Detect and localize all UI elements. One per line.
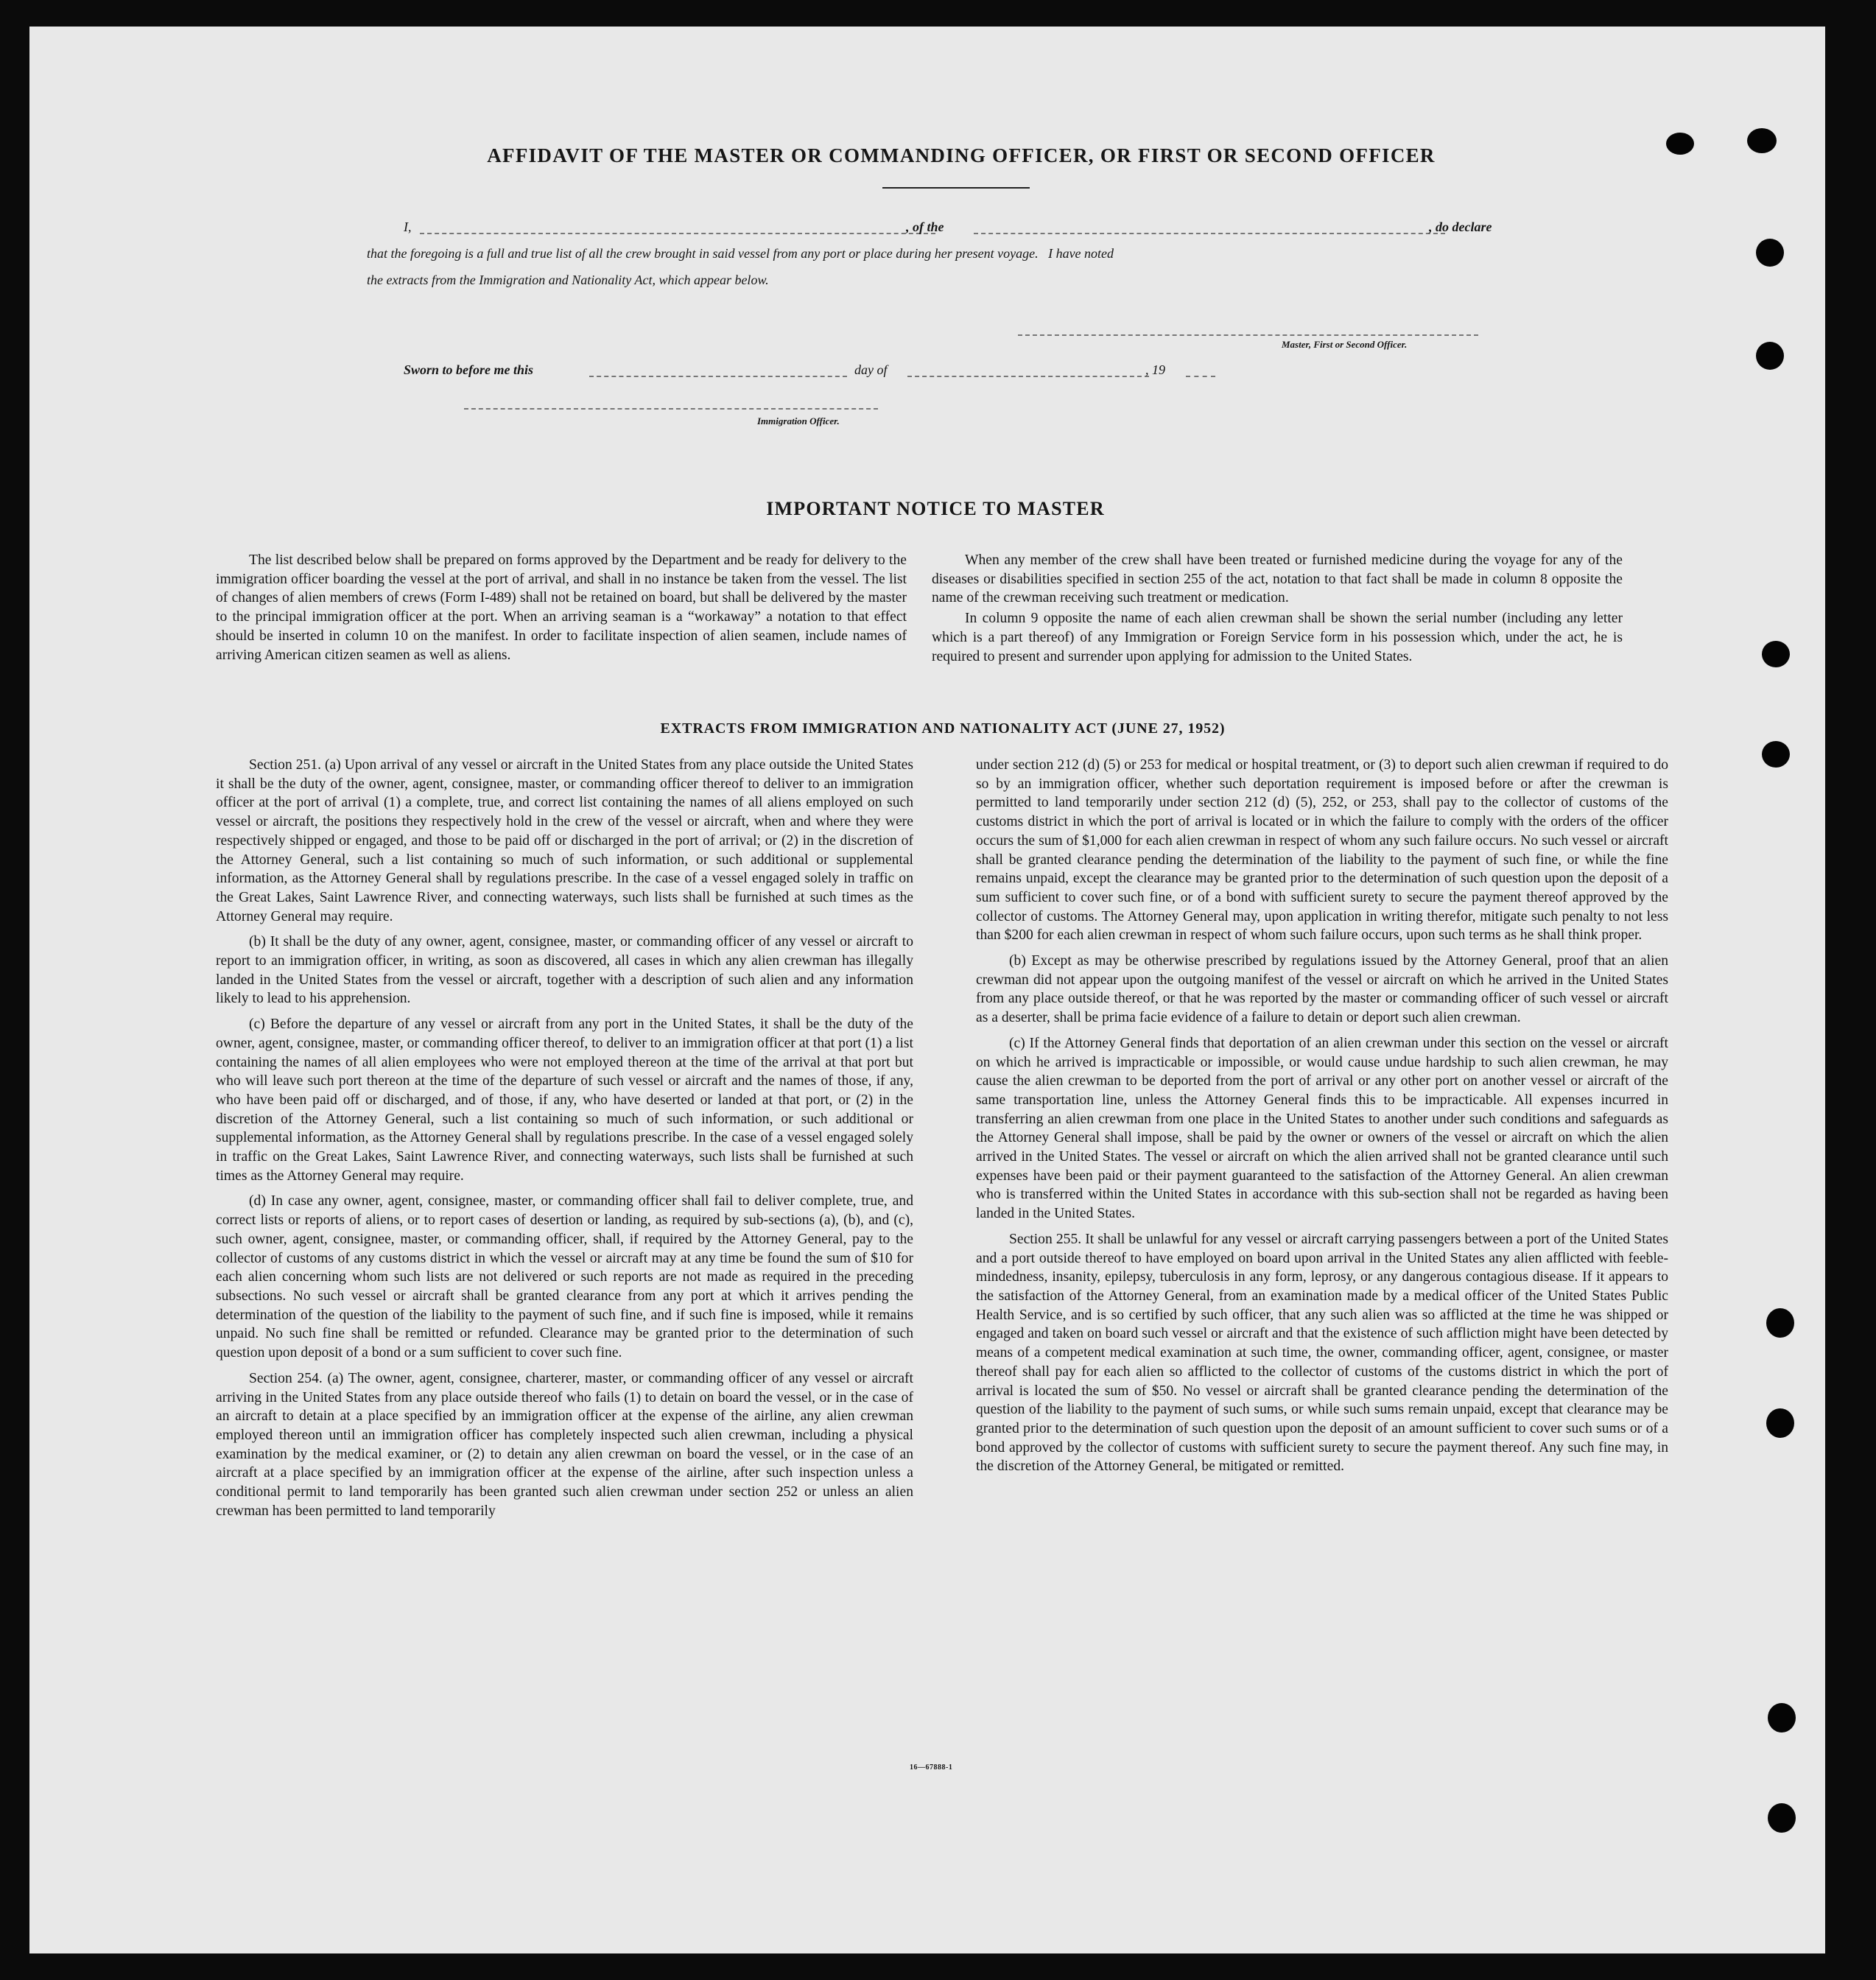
sworn-year-field[interactable] (1186, 376, 1215, 377)
declaration-i-label: I, (404, 220, 412, 234)
section-251-c: (c) Before the departure of any vessel or aircraft from any port in the United States, it shall be the duty of the owner, agent, consignee, master, or commanding officer thereof, to deliver to an immigration officer at that port (1) a list containing the names of all alien employees who were not employed thereon at the time of the arrival at that port but who will leave such port thereon at the time of the departure of such vessel or aircraft and the names of those, if any, who have been paid off or discharged, and of those, if any, who have deserted or landed at that port, or (2) in the discretion of the Attorney General, such a list containing so much of such information, or such additional or supplemental information, as the Attorney General shall by regulations prescribe. In the case of a vessel engaged solely in traffic on the Great Lakes, Saint Lawrence River, and connecting waterways, such lists shall be furnished at such times as the Attorney General may require. (216, 1017, 913, 1184)
vessel-name-field[interactable] (974, 233, 1445, 234)
section-254-b: (b) Except as may be otherwise prescribed by regulations issued by the Attorney General, proof that an alien crewman did not appear upon the outgoing manifest of the vessel or aircraft on which he arrived in the United States from any place outside thereof, or that he was reported by the master or commanding officer of such vessel or aircraft as a deserter, shall be prima facie evidence of a failure to detain or deport such alien crewman. (976, 953, 1668, 1026)
binder-hole (1766, 1408, 1794, 1438)
notice-title: IMPORTANT NOTICE TO MASTER (766, 498, 1105, 519)
notice-right-column (932, 551, 1623, 673)
affidavit-title: AFFIDAVIT OF THE MASTER OR COMMANDING OFFICER, OR FIRST OR SECOND OFFICER (487, 144, 1436, 166)
declarant-name-field[interactable] (420, 233, 935, 234)
section-251-b: (b) It shall be the duty of any owner, agent, consignee, master, or commanding officer of any vessel or aircraft to report to an immigration officer, in writing, as soon as discovered, all cases in which any alien crewman has illegally landed in the United States from the vessel or aircraft, together with a description of such alien and any information likely to lead to his apprehension. (216, 934, 913, 1007)
binder-hole (1762, 741, 1790, 768)
section-254-a: Section 254. (a) The owner, agent, consignee, charterer, master, or commanding officer of any vessel or aircraft arriving in the United States from any place outside thereof who fails (1) to detain on board the vessel, or in the case of an aircraft to detain at a place specified by an immigration officer at the expense of the airline, any alien crewman employed thereon until an immigration officer has completely inspected such alien crewman, including a physical examination by the medical examiner, or (2) to detain any alien crewman on board the vessel, or in the case of an aircraft at a place specified by an immigration officer at the expense of the airline, after such inspection unless a conditional permit to land temporarily has been granted such alien crewman under section 252 or unless an alien crewman has been permitted to land temporarily (216, 1370, 913, 1519)
declaration-of-the-label: , of the (906, 220, 944, 234)
declaration-line-3: the extracts from the Immigration and Nationality Act, which appear below. (367, 273, 769, 287)
title-rule (882, 187, 1030, 189)
binder-hole (1756, 239, 1784, 267)
section-254-a-continued: under section 212 (d) (5) or 253 for medical or hospital treatment, or (3) to deport such alien crewman if required to do so by an immigration officer, whether such deportation requirement is imposed before or after the crewman is permitted to land temporarily under section 212 (d) (5), 252, or 253, shall pay to the collector of customs of the customs district in which the port of arrival is located or in which the failure to comply with the orders of the officer occurs the sum of $1,000 for each alien crewman in respect of whom any such failure occurs. No such vessel or aircraft shall be granted clearance pending the determination of the liability to the payment of such fine, or while the fine remains unpaid, except the clearance may be granted prior to the determination of such question upon the deposit of a sum sufficient to cover such fine, or of a bond with sufficient surety to secure the payment thereof approved by the collector of customs. The Attorney General may, upon application in writing therefor, mitigate such penalty to not less than $200 for each alien crewman in respect of whom such failure occurs, upon such terms as he shall think proper. (976, 757, 1668, 944)
binder-hole (1768, 1703, 1796, 1732)
section-251-d: (d) In case any owner, agent, consignee, master, or commanding officer shall fail to deliver complete, true, and correct lists or reports of aliens, or to report cases of desertion or landing, as required by sub-sections (a), (b), and (c), such owner, agent, consignee, master, or commanding officer, shall, if required by the Attorney General, pay to the collector of customs of any customs district in which the vessel or aircraft may at any time be found the sum of $10 for each alien concerning whom such lists are not delivered or such reports are not made as required in the preceding subsections. No such vessel or aircraft shall be granted clearance from any port at which it arrives pending the determination of the question of the liability to the payment of such fine, and if such fine is imposed, while it remains unpaid. No such fine shall be remitted or refunded. Clearance may be granted prior to the determination of such question upon deposit of a bond or a sum sufficient to cover such fine. (216, 1193, 913, 1361)
binder-hole (1756, 342, 1784, 370)
notice-left-paragraph: The list described below shall be prepared on forms approved by the Department and be ready for delivery to the immigration officer boarding the vessel at the port of arrival, and shall in no instance be taken from the vessel. The list of changes of alien members of crews (Form I-489) shall not be retained on board, but shall be delivered by the master to the principal immigration officer at the port. When an arriving seaman is a “workaway” a notation to that effect should be inserted in column 10 on the manifest. In order to facilitate inspection of alien seamen, include names of arriving American citizen seamen as well as aliens. (216, 552, 907, 663)
declaration-line-2: that the foregoing is a full and true list of all the crew brought in said vessel from any port or place during her present voyage. I have noted (367, 246, 1114, 261)
declaration-declare-label: , do declare (1429, 220, 1492, 234)
binder-hole (1747, 128, 1777, 153)
notice-right-paragraph-1: When any member of the crew shall have been treated or furnished medicine during the voyage for any of the diseases or disabilities specified in section 255 of the act, notation to that fact shall be made in column 8 opposite the name of the crewman receiving such treatment or medication. (932, 552, 1623, 606)
notice-left-column (216, 551, 907, 671)
notice-right-paragraph-2: In column 9 opposite the name of each alien crewman shall be shown the serial number (including any letter which is a part thereof) of any Immigration or Foreign Service form in his possession which, under the act, he is required to present and surrender upon applying for admission to the United States. (932, 611, 1623, 664)
binder-hole (1768, 1803, 1796, 1833)
officer-signature-line[interactable] (464, 408, 878, 410)
extracts-left-column (216, 756, 913, 1527)
master-signature-label: Master, First or Second Officer. (1282, 339, 1408, 350)
binder-hole (1762, 641, 1790, 667)
section-251-a: Section 251. (a) Upon arrival of any vessel or aircraft in the United States from any place outside the United States it shall be the duty of the owner, agent, consignee, master, or commanding officer thereof to deliver to an immigration officer at the port of arrival (1) a complete, true, and correct list containing the names of all aliens employed on such vessel or aircraft, the positions they respectively hold in the crew of the vessel or aircraft, when and where they were respectively shipped or engaged, and those to be paid off or discharged in the port of arrival; or (2) in the discretion of the Attorney General, such a list containing so much of such information, or such additional or supplemental information, as the Attorney General shall by regulations prescribe. In the case of a vessel engaged solely in traffic on the Great Lakes, Saint Lawrence River, and connecting waterways, such lists shall be furnished at such times as the Attorney General may require. (216, 757, 913, 924)
section-254-c: (c) If the Attorney General finds that deportation of an alien crewman under this section on the vessel or aircraft on which he arrived is impracticable or impossible, or would cause undue hardship to such alien crewman, he may cause the alien crewman to be deported from the port of arrival or any other port on another vessel or aircraft of the same transportation line, unless the Attorney General finds this to be impracticable. All expenses incurred in transferring an alien crewman from one place in the United States to another under such conditions and safeguards as the Attorney General shall impose, shall be paid by the owner or owners of the vessel or aircraft on which the alien arrived in the United States. The vessel or aircraft on which the alien arrived shall not be granted clearance until such expenses have been paid or their payment guaranteed to the satisfaction of the Attorney General. An alien crewman who is transferred within the United States in accordance with this sub-section shall not be regarded as having been landed in the United States. (976, 1035, 1668, 1222)
binder-hole (1766, 1308, 1794, 1338)
extracts-title: EXTRACTS FROM IMMIGRATION AND NATIONALITY ACT (JUNE 27, 1952) (660, 720, 1226, 737)
document-page (29, 27, 1825, 1953)
form-code: 16—67888-1 (910, 1763, 953, 1772)
sworn-day-field[interactable] (589, 376, 847, 377)
section-255: Section 255. It shall be unlawful for any vessel or aircraft carrying passengers between a port of the United States and a port outside thereof to have employed on board upon arrival in the United States any alien afflicted with feeble-mindedness, insanity, epilepsy, tuberculosis in any form, leprosy, or any dangerous contagious disease. If it appears to the satisfaction of the Attorney General, from an examination made by a medical officer of the United States Public Health Service, and is so certified by such officer, that any such alien was so afflicted at the time he was shipped or engaged and taken on board such vessel or aircraft and that the existence of such affliction might have been detected by means of a competent medical examination at such time, the owner, commanding officer, agent, consignee, or master thereof shall pay for each alien so afflicted to the collector of customs of the customs district in which the port of arrival is located the sum of $50. No vessel or aircraft shall be granted clearance pending the determination of the question of the liability to the payment of such sums, or while such sums remain unpaid, except that clearance may be granted prior to the determination of such question upon the deposit of an amount sufficient to cover such sums or of a bond approved by the collector of customs with sufficient surety to secure the payment thereof. Any such fine may, in the discretion of the Attorney General, be mitigated or remitted. (976, 1231, 1668, 1475)
master-signature-line[interactable] (1018, 334, 1478, 336)
sworn-label: Sworn to before me this (404, 362, 534, 377)
day-of-label: day of (854, 362, 888, 377)
extracts-right-column (976, 756, 1668, 1483)
officer-signature-label: Immigration Officer. (757, 415, 840, 426)
sworn-month-field[interactable] (907, 376, 1149, 377)
year-label: , 19 (1145, 362, 1165, 377)
binder-hole (1666, 133, 1694, 155)
